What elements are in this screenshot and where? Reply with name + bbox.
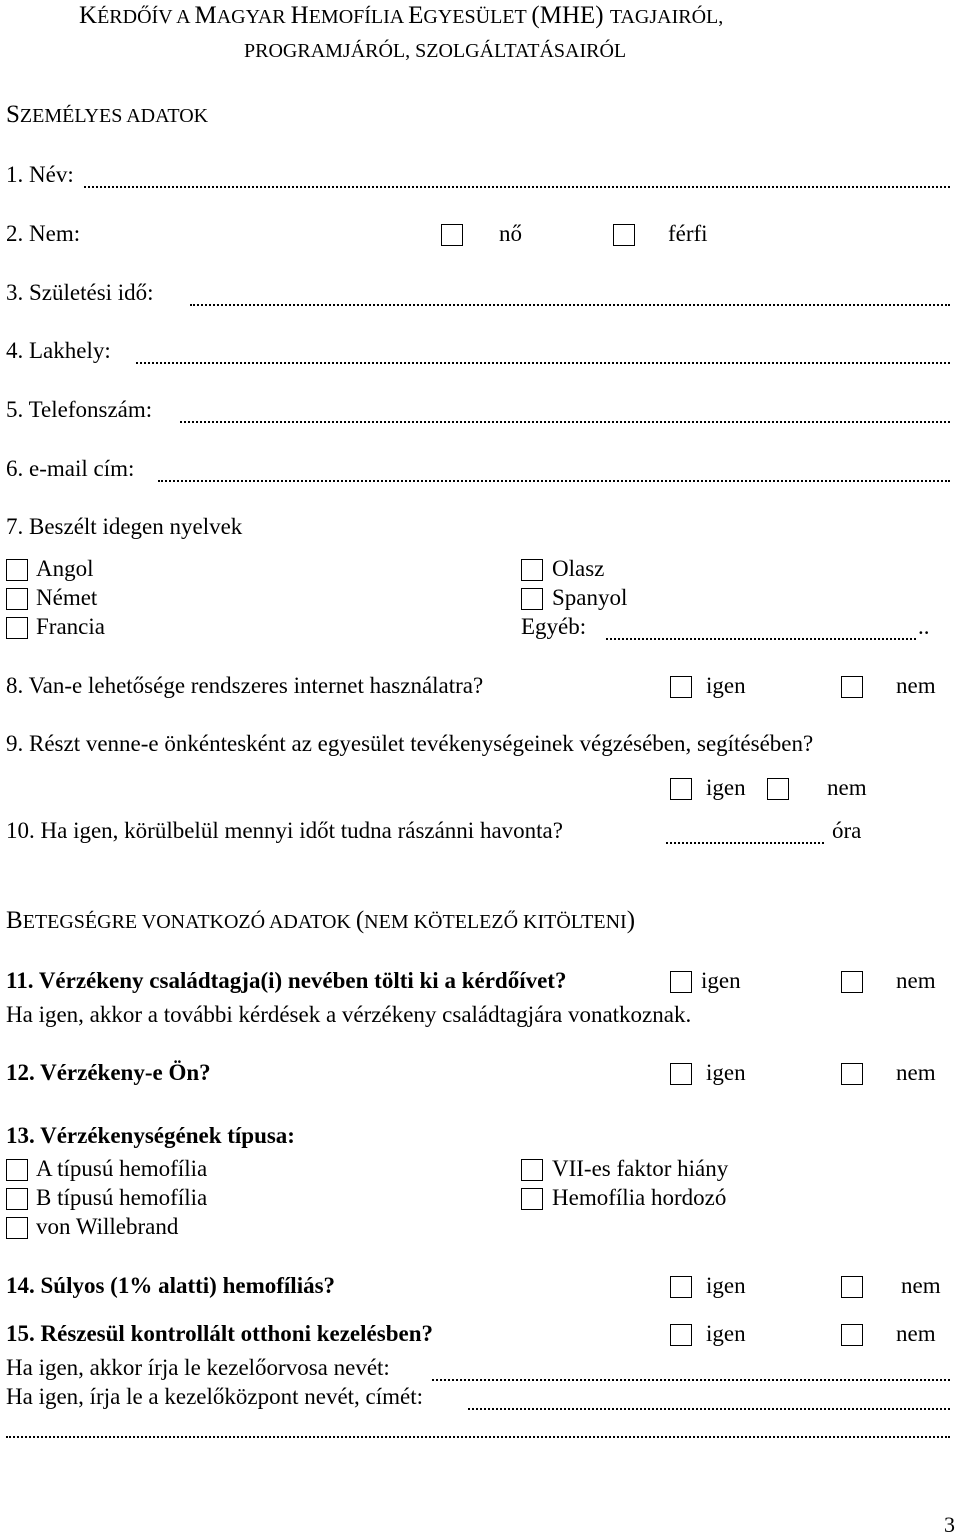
- doctor-name-label: Ha igen, akkor írja le kezelőorvosa nevét:: [6, 1355, 390, 1380]
- gender-male-checkbox[interactable]: [613, 224, 635, 246]
- page-number: 3: [944, 1512, 955, 1537]
- bleeder-no-label: nem: [896, 1060, 936, 1085]
- question-birthdate: 3. Születési idő:: [6, 280, 154, 305]
- volunteer-no-label: nem: [827, 775, 867, 800]
- volunteer-yes-checkbox[interactable]: [670, 778, 692, 800]
- type-carrier-label: Hemofília hordozó: [552, 1185, 727, 1210]
- volunteer-no-checkbox[interactable]: [767, 778, 789, 800]
- question-internet: 8. Van-e lehetősége rendszeres internet használatra?: [6, 673, 484, 698]
- language-german-checkbox[interactable]: [6, 588, 28, 610]
- treatment-center-field[interactable]: [468, 1406, 950, 1410]
- internet-no-label: nem: [896, 673, 936, 698]
- language-italian-checkbox[interactable]: [521, 559, 543, 581]
- family-member-no-label: nem: [896, 968, 936, 993]
- language-spanish-label: Spanyol: [552, 585, 628, 610]
- question-volunteer-hours: 10. Ha igen, körülbelül mennyi időt tudna rászánni havonta?: [6, 818, 563, 843]
- question-residence: 4. Lakhely:: [6, 338, 111, 363]
- family-member-no-checkbox[interactable]: [841, 971, 863, 993]
- gender-female-label: nő: [499, 221, 522, 246]
- bleeder-yes-checkbox[interactable]: [670, 1063, 692, 1085]
- doctor-name-field[interactable]: [432, 1377, 950, 1381]
- name-field[interactable]: [84, 184, 950, 188]
- language-english-checkbox[interactable]: [6, 559, 28, 581]
- question-gender: 2. Nem:: [6, 221, 81, 246]
- form-title-line1: KÉRDŐÍV A MAGYAR HEMOFÍLIA EGYESÜLET (MHE) TAGJAIRÓL,: [79, 2, 724, 29]
- internet-yes-checkbox[interactable]: [670, 676, 692, 698]
- question-family-member: 11. Vérzékeny családtagja(i) nevében tölti ki a kérdőívet?: [6, 968, 567, 993]
- home-treatment-no-label: nem: [896, 1321, 936, 1346]
- question-bleeding-type: 13. Vérzékenységének típusa:: [6, 1123, 295, 1148]
- type-b-checkbox[interactable]: [6, 1188, 28, 1210]
- family-member-yes-checkbox[interactable]: [670, 971, 692, 993]
- type-vii-label: VII-es faktor hiány: [552, 1156, 729, 1181]
- question-name: 1. Név:: [6, 162, 74, 187]
- bleeder-no-checkbox[interactable]: [841, 1063, 863, 1085]
- home-treatment-yes-checkbox[interactable]: [670, 1324, 692, 1346]
- email-field[interactable]: [158, 478, 950, 482]
- language-other-label: Egyéb:: [521, 614, 587, 639]
- section-heading-disease: BETEGSÉGRE VONATKOZÓ ADATOK (NEM KÖTELEZŐ KITÖLTENI): [6, 907, 636, 934]
- treatment-center-field-line2[interactable]: [6, 1434, 950, 1438]
- question-severe: 14. Súlyos (1% alatti) hemofíliás?: [6, 1273, 336, 1298]
- residence-field[interactable]: [136, 360, 950, 364]
- question-volunteer: 9. Részt venne-e önkéntesként az egyesület tevékenységeinek végzésében, segítésében?: [6, 731, 814, 756]
- language-other-field[interactable]: [606, 636, 916, 640]
- language-french-label: Francia: [36, 614, 105, 639]
- internet-yes-label: igen: [706, 673, 746, 698]
- gender-male-label: férfi: [668, 221, 708, 246]
- bleeder-yes-label: igen: [706, 1060, 746, 1085]
- phone-field[interactable]: [180, 419, 950, 423]
- language-english-label: Angol: [36, 556, 94, 581]
- severe-yes-checkbox[interactable]: [670, 1276, 692, 1298]
- type-a-checkbox[interactable]: [6, 1159, 28, 1181]
- form-title-line2: PROGRAMJÁRÓL, SZOLGÁLTATÁSAIRÓL: [244, 40, 627, 62]
- section-heading-personal: SZEMÉLYES ADATOK: [6, 101, 209, 128]
- home-treatment-no-checkbox[interactable]: [841, 1324, 863, 1346]
- treatment-center-label: Ha igen, írja le a kezelőközpont nevét, címét:: [6, 1384, 424, 1409]
- type-vw-label: von Willebrand: [36, 1214, 179, 1239]
- language-spanish-checkbox[interactable]: [521, 588, 543, 610]
- type-a-label: A típusú hemofília: [36, 1156, 208, 1181]
- severe-no-label: nem: [901, 1273, 941, 1298]
- language-italian-label: Olasz: [552, 556, 605, 581]
- volunteer-hours-field[interactable]: [666, 840, 824, 844]
- type-vii-checkbox[interactable]: [521, 1159, 543, 1181]
- language-other-dots: ..: [918, 614, 930, 639]
- volunteer-yes-label: igen: [706, 775, 746, 800]
- birthdate-field[interactable]: [190, 302, 950, 306]
- language-french-checkbox[interactable]: [6, 617, 28, 639]
- gender-female-checkbox[interactable]: [441, 224, 463, 246]
- family-member-yes-label: igen: [701, 968, 741, 993]
- type-b-label: B típusú hemofília: [36, 1185, 208, 1210]
- internet-no-checkbox[interactable]: [841, 676, 863, 698]
- family-member-note: Ha igen, akkor a további kérdések a vérzékeny családtagjára vonatkoznak.: [6, 1002, 692, 1027]
- question-phone: 5. Telefonszám:: [6, 397, 153, 422]
- volunteer-hours-unit: óra: [832, 818, 862, 843]
- question-languages: 7. Beszélt idegen nyelvek: [6, 514, 243, 539]
- severe-yes-label: igen: [706, 1273, 746, 1298]
- severe-no-checkbox[interactable]: [841, 1276, 863, 1298]
- question-email: 6. e-mail cím:: [6, 456, 135, 481]
- home-treatment-yes-label: igen: [706, 1321, 746, 1346]
- question-home-treatment: 15. Részesül kontrollált otthoni kezelésben?: [6, 1321, 433, 1346]
- type-vw-checkbox[interactable]: [6, 1217, 28, 1239]
- language-german-label: Német: [36, 585, 98, 610]
- question-bleeder: 12. Vérzékeny-e Ön?: [6, 1060, 211, 1085]
- type-carrier-checkbox[interactable]: [521, 1188, 543, 1210]
